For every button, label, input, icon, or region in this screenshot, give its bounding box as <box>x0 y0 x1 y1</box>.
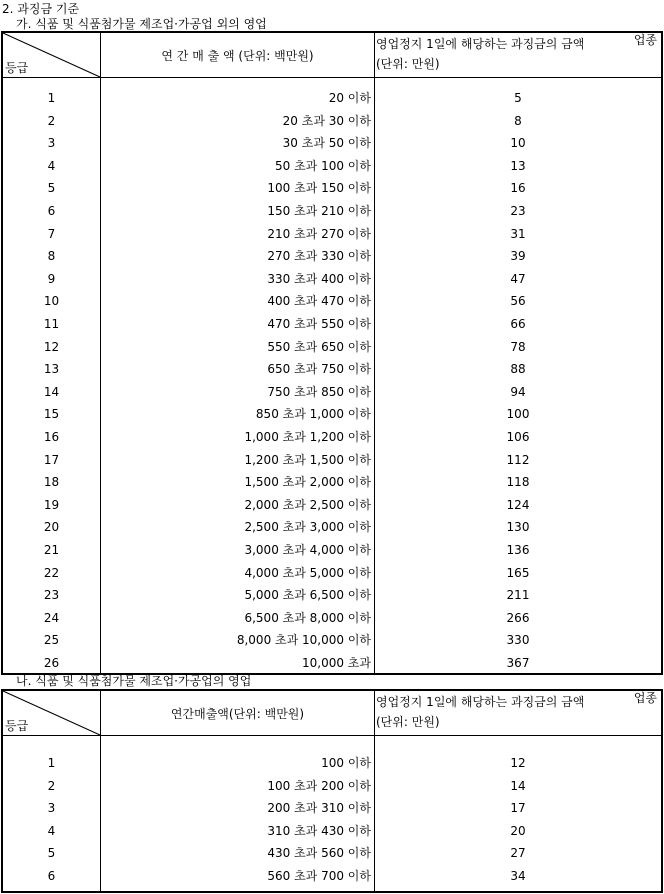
fine-cell: 136 <box>506 543 530 557</box>
table-row <box>3 607 661 630</box>
fine-cell: 8 <box>514 113 522 128</box>
table-row <box>3 494 661 517</box>
table-row <box>3 313 661 336</box>
table-row <box>3 516 661 539</box>
fine-cell: 124 <box>506 497 530 512</box>
table-row <box>3 449 661 472</box>
header-divider <box>3 735 661 736</box>
fine-cell: 211 <box>506 588 530 603</box>
sales-cell: 1,500 초과 2,000 이하 <box>244 475 371 490</box>
fine-cell: 266 <box>506 610 530 625</box>
grade-cell: 13 <box>43 362 60 377</box>
fine-cell: 10 <box>510 136 526 151</box>
fine-cell: 47 <box>510 271 526 286</box>
table-row <box>3 245 661 268</box>
grade-cell: 3 <box>47 136 56 151</box>
sales-cell: 20 이하 <box>328 91 371 105</box>
grade-cell: 20 <box>43 520 60 535</box>
fine-cell: 31 <box>510 226 526 241</box>
sales-cell: 100 초과 200 이하 <box>267 778 371 793</box>
section-b-title: 나. 식품 및 식품첨가물 제조업·가공업의 영업 <box>16 674 252 688</box>
table-row <box>3 562 661 585</box>
sales-cell: 650 초과 750 이하 <box>267 362 371 377</box>
grade-cell: 1 <box>47 756 56 770</box>
fine-cell: 13 <box>510 158 526 173</box>
table-row <box>3 200 661 223</box>
grade-cell: 25 <box>43 633 60 648</box>
fine-cell: 39 <box>510 249 526 264</box>
sales-cell: 430 초과 560 이하 <box>267 846 371 861</box>
table-row <box>3 177 661 200</box>
grade-cell: 3 <box>47 801 56 816</box>
fine-cell: 17 <box>510 801 526 816</box>
fine-cell: 367 <box>506 656 530 670</box>
grade-cell: 4 <box>47 158 56 173</box>
fine-cell: 12 <box>510 756 526 770</box>
grade-cell: 6 <box>47 869 56 883</box>
grade-cell: 10 <box>43 294 60 309</box>
fine-cell: 66 <box>510 317 526 331</box>
fine-cell: 130 <box>506 520 530 535</box>
grade-cell: 17 <box>43 452 60 467</box>
sales-cell: 8,000 초과 10,000 이하 <box>236 633 371 648</box>
header-category-label: 업종 <box>633 33 657 47</box>
grade-cell: 24 <box>43 610 60 625</box>
table-row <box>3 752 661 775</box>
sales-cell: 330 초과 400 이하 <box>267 271 371 286</box>
fine-cell: 165 <box>506 565 530 580</box>
sales-cell: 5,000 초과 6,500 이하 <box>244 588 371 603</box>
sales-cell: 270 초과 330 이하 <box>267 249 371 264</box>
section-a-title: 가. 식품 및 식품첨가물 제조업·가공업 외의 영업 <box>16 17 267 31</box>
header-fine-line2: (단위: 만원) <box>376 715 440 729</box>
table-row <box>3 155 661 178</box>
grade-cell: 11 <box>43 317 60 331</box>
fine-cell: 23 <box>510 204 526 218</box>
fine-cell: 5 <box>514 91 522 105</box>
table-row <box>3 381 661 404</box>
grade-cell: 18 <box>43 475 60 490</box>
table-row <box>3 629 661 652</box>
table-row <box>3 336 661 359</box>
table-row <box>3 426 661 449</box>
grade-cell: 14 <box>43 384 60 399</box>
header-category-label: 업종 <box>633 691 657 705</box>
grade-cell: 23 <box>43 588 60 603</box>
sales-cell: 850 초과 1,000 이하 <box>255 407 371 422</box>
sales-cell: 1,200 초과 1,500 이하 <box>244 452 371 467</box>
sales-cell: 50 초과 100 이하 <box>275 158 371 173</box>
grade-cell: 2 <box>47 113 56 128</box>
fine-cell: 106 <box>506 430 530 444</box>
fine-cell: 112 <box>506 452 530 467</box>
fine-cell: 27 <box>510 846 526 861</box>
table-row <box>3 87 661 110</box>
grade-cell: 2 <box>47 778 56 793</box>
table-row <box>3 539 661 562</box>
grade-cell: 6 <box>47 204 56 218</box>
grade-cell: 8 <box>47 249 56 264</box>
header-fine-line1: 영업정지 1일에 해당하는 과징금의 금액 <box>376 695 585 709</box>
grade-cell: 5 <box>47 181 56 196</box>
grade-cell: 26 <box>43 656 60 670</box>
header-fine-line1: 영업정지 1일에 해당하는 과징금의 금액 <box>376 37 585 51</box>
fine-table-manufacturing <box>1 689 663 893</box>
sales-cell: 6,500 초과 8,000 이하 <box>244 610 371 625</box>
grade-cell: 16 <box>43 430 60 444</box>
sales-cell: 30 초과 50 이하 <box>282 136 371 151</box>
sales-cell: 2,500 초과 3,000 이하 <box>244 520 371 535</box>
sales-cell: 210 초과 270 이하 <box>267 226 371 241</box>
table-row <box>3 268 661 291</box>
sales-cell: 20 초과 30 이하 <box>282 113 371 128</box>
table-row <box>3 223 661 246</box>
sales-cell: 470 초과 550 이하 <box>267 317 371 331</box>
sales-cell: 10,000 초과 <box>302 656 371 670</box>
fine-cell: 78 <box>510 339 526 354</box>
sales-cell: 150 초과 210 이하 <box>267 204 371 218</box>
grade-cell: 21 <box>43 543 60 557</box>
sales-cell: 3,000 초과 4,000 이하 <box>244 543 371 557</box>
fine-cell: 20 <box>510 823 526 838</box>
sales-cell: 1,000 초과 1,200 이하 <box>244 430 371 444</box>
fine-cell: 16 <box>510 181 526 196</box>
grade-cell: 15 <box>43 407 60 422</box>
page-heading: 2. 과징금 기준 <box>2 2 80 16</box>
table-row <box>3 775 661 798</box>
sales-cell: 550 초과 650 이하 <box>267 339 371 354</box>
header-fine <box>376 692 584 732</box>
sales-cell: 2,000 초과 2,500 이하 <box>244 497 371 512</box>
header-grade-label: 등급 <box>5 61 29 75</box>
grade-cell: 12 <box>43 339 60 354</box>
table-row <box>3 132 661 155</box>
table-row <box>3 358 661 381</box>
grade-cell: 19 <box>43 497 60 512</box>
sales-cell: 400 초과 470 이하 <box>267 294 371 309</box>
table-row <box>3 403 661 426</box>
header-grade-label: 등급 <box>5 719 29 733</box>
sales-cell: 100 이하 <box>321 756 371 770</box>
sales-cell: 100 초과 150 이하 <box>267 181 371 196</box>
grade-cell: 7 <box>47 226 56 241</box>
table-row <box>3 110 661 133</box>
fine-cell: 330 <box>506 633 530 648</box>
table-row <box>3 797 661 820</box>
table-row <box>3 584 661 607</box>
sales-cell: 310 초과 430 이하 <box>267 823 371 838</box>
header-fine-line2: (단위: 만원) <box>376 57 440 71</box>
grade-cell: 9 <box>47 271 56 286</box>
header-fine <box>376 34 584 74</box>
fine-cell: 88 <box>510 362 526 377</box>
table-row <box>3 290 661 313</box>
grade-cell: 22 <box>43 565 60 580</box>
sales-cell: 4,000 초과 5,000 이하 <box>244 565 371 580</box>
grade-cell: 5 <box>47 846 56 861</box>
fine-cell: 100 <box>506 407 530 422</box>
grade-cell: 1 <box>47 91 56 105</box>
fine-cell: 14 <box>510 778 526 793</box>
fine-cell: 56 <box>510 294 526 309</box>
fine-table-non-manufacturing <box>1 31 663 675</box>
table-row <box>3 820 661 843</box>
sales-cell: 560 초과 700 이하 <box>267 869 371 883</box>
table-row <box>3 842 661 865</box>
header-sales: 연 간 매 출 액 (단위: 백만원) <box>161 48 314 63</box>
sales-cell: 200 초과 310 이하 <box>267 801 371 816</box>
sales-cell: 750 초과 850 이하 <box>267 384 371 399</box>
header-divider <box>3 77 661 78</box>
table-row <box>3 865 661 888</box>
fine-cell: 118 <box>506 475 530 490</box>
fine-cell: 94 <box>510 384 526 399</box>
table-row <box>3 471 661 494</box>
fine-cell: 34 <box>510 869 526 883</box>
grade-cell: 4 <box>47 823 56 838</box>
header-sales: 연간매출액(단위: 백만원) <box>170 706 305 721</box>
